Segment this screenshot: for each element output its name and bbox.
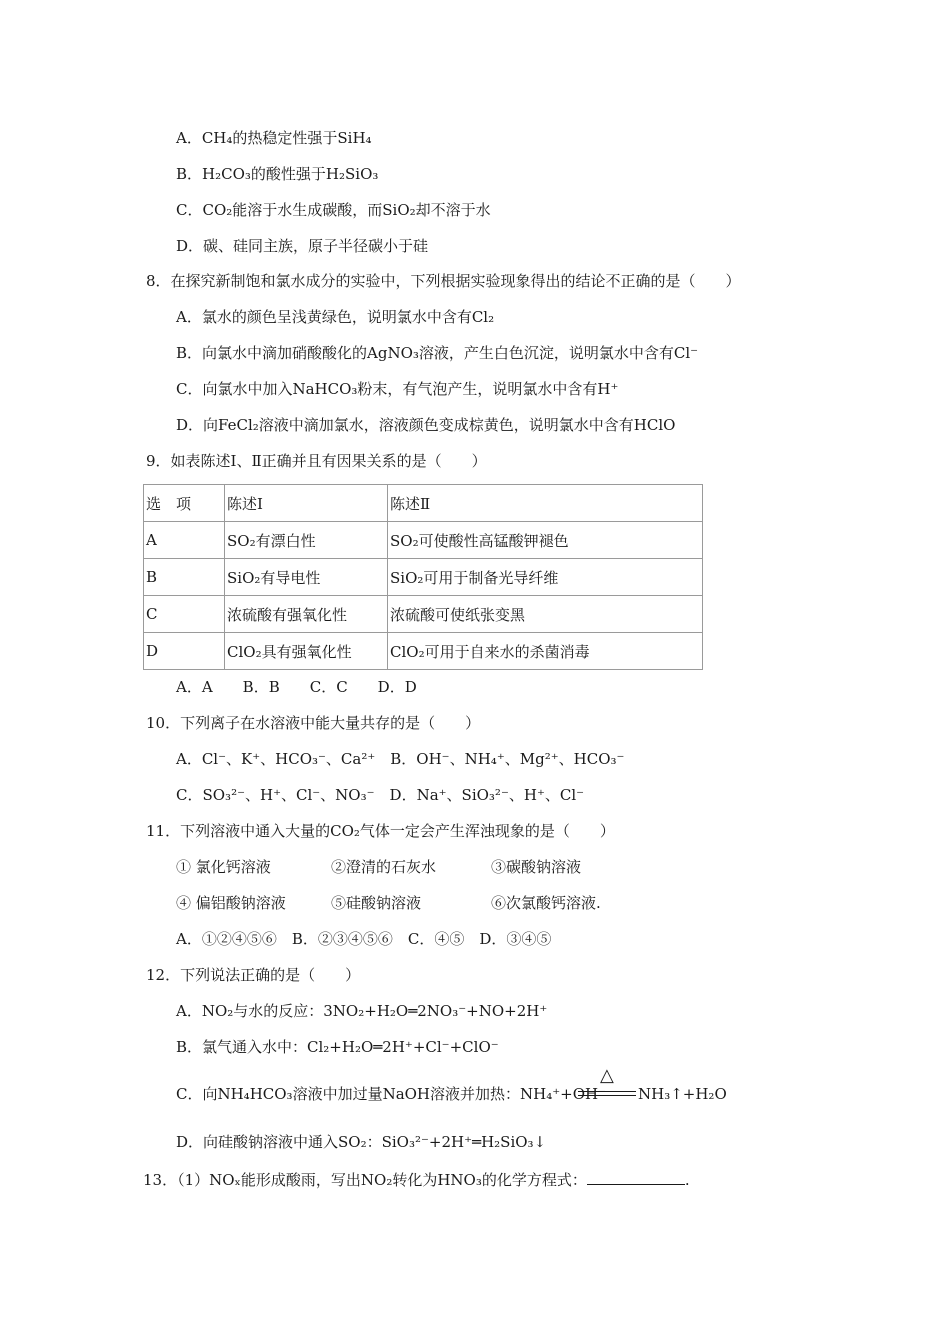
table-cell: SiO₂有导电性: [225, 559, 388, 596]
table-cell: 浓硫酸可使纸张变黑: [388, 596, 703, 633]
q8-option-a: A．氯水的颜色呈浅黄绿色，说明氯水中含有Cl₂: [176, 308, 495, 326]
q8-option-b: B．向氯水中滴加硝酸酸化的AgNO₃溶液，产生白色沉淀，说明氯水中含有Cl⁻: [176, 344, 699, 362]
q8-option-d: D．向FeCl₂溶液中滴加氯水，溶液颜色变成棕黄色，说明氯水中含有HClO: [176, 416, 676, 434]
statement-table: [143, 484, 703, 670]
q11-options: A．①②④⑤⑥ B．②③④⑤⑥ C．④⑤ D．③④⑤: [176, 930, 552, 948]
table-cell: 浓硫酸有强氧化性: [225, 596, 388, 633]
q11-item-2: ②澄清的石灰水: [331, 858, 437, 876]
q11-item-3: ③碳酸钠溶液: [491, 858, 582, 876]
table-cell: SO₂有漂白性: [225, 522, 388, 559]
q12-option-b: B．氯气通入水中：Cl₂+H₂O═2H⁺+Cl⁻+ClO⁻: [176, 1038, 499, 1056]
q12-option-a: A．NO₂与水的反应：3NO₂+H₂O═2NO₃⁻+NO+2H⁺: [176, 1002, 548, 1020]
q12-stem: 12．下列说法正确的是（ ）: [146, 966, 361, 984]
q7-option-d: D．碳、硅同主族，原子半径碳小于硅: [176, 237, 429, 255]
q11-item-5: ⑤硅酸钠溶液: [331, 894, 422, 912]
table-cell: A: [144, 522, 225, 559]
q10-options-line1: A．Cl⁻、K⁺、HCO₃⁻、Ca²⁺ B．OH⁻、NH₄⁺、Mg²⁺、HCO₃⁻: [176, 750, 625, 768]
q7-option-b: B．H₂CO₃的酸性强于H₂SiO₃: [176, 165, 379, 183]
q7-option-c: C．CO₂能溶于水生成碳酸，而SiO₂却不溶于水: [176, 201, 491, 219]
q10-stem: 10．下列离子在水溶液中能大量共存的是（ ）: [146, 714, 481, 732]
q8-option-c: C．向氯水中加入NaHCO₃粉末，有气泡产生，说明氯水中含有H⁺: [176, 380, 619, 398]
table-row: [144, 559, 703, 596]
q10-options-line2: C．SO₃²⁻、H⁺、Cl⁻、NO₃⁻ D．Na⁺、SiO₃²⁻、H⁺、Cl⁻: [176, 786, 585, 804]
q12-option-d: D．向硅酸钠溶液中通入SO₂：SiO₃²⁻+2H⁺═H₂SiO₃↓: [176, 1133, 547, 1151]
q11-stem: 11．下列溶液中通入大量的CO₂气体一定会产生浑浊现象的是（ ）: [146, 822, 615, 840]
reaction-equal-bar-top: [578, 1091, 636, 1092]
q12-option-c-right: NH₃↑+H₂O: [638, 1085, 727, 1103]
table-cell: C: [144, 596, 225, 633]
table-cell: SO₂可使酸性高锰酸钾褪色: [388, 522, 703, 559]
q13-stem: 13．（1）NOₓ能形成酸雨，写出NO₂转化为HNO₃的化学方程式：: [143, 1171, 587, 1189]
table-cell: ClO₂具有强氧化性: [225, 633, 388, 670]
table-cell: SiO₂可用于制备光导纤维: [388, 559, 703, 596]
q13-tail: .: [684, 1171, 690, 1189]
q13-stem-line: [143, 1168, 690, 1190]
heating-condition-symbol: △: [600, 1065, 614, 1086]
table-header-cell: 陈述Ⅰ: [225, 485, 388, 522]
table-header-cell: 陈述Ⅱ: [388, 485, 703, 522]
table-cell: D: [144, 633, 225, 670]
table-cell: B: [144, 559, 225, 596]
table-row: [144, 596, 703, 633]
q9-stem: 9．如表陈述Ⅰ、Ⅱ正确并且有因果关系的是（ ）: [146, 452, 487, 470]
table-cell: ClO₂可用于自来水的杀菌消毒: [388, 633, 703, 670]
table-header-row: [144, 485, 703, 522]
table-row: [144, 522, 703, 559]
q7-option-a: A．CH₄的热稳定性强于SiH₄: [176, 129, 372, 147]
q8-stem: 8．在探究新制饱和氯水成分的实验中，下列根据实验现象得出的结论不正确的是（ ）: [146, 272, 741, 290]
table-header-cell: 选 项: [144, 485, 225, 522]
reaction-equal-bar-bottom: [578, 1095, 636, 1096]
table-row: [144, 633, 703, 670]
q9-options: A．A B．B C．C D．D: [176, 678, 417, 696]
answer-blank[interactable]: [587, 1168, 685, 1185]
q11-item-4: ④ 偏铝酸钠溶液: [176, 894, 286, 912]
q11-item-6: ⑥次氯酸钙溶液.: [491, 894, 601, 912]
q12-option-c-left: C．向NH₄HCO₃溶液中加过量NaOH溶液并加热：NH₄⁺+OH⁻: [176, 1085, 607, 1103]
q11-item-1: ① 氯化钙溶液: [176, 858, 271, 876]
